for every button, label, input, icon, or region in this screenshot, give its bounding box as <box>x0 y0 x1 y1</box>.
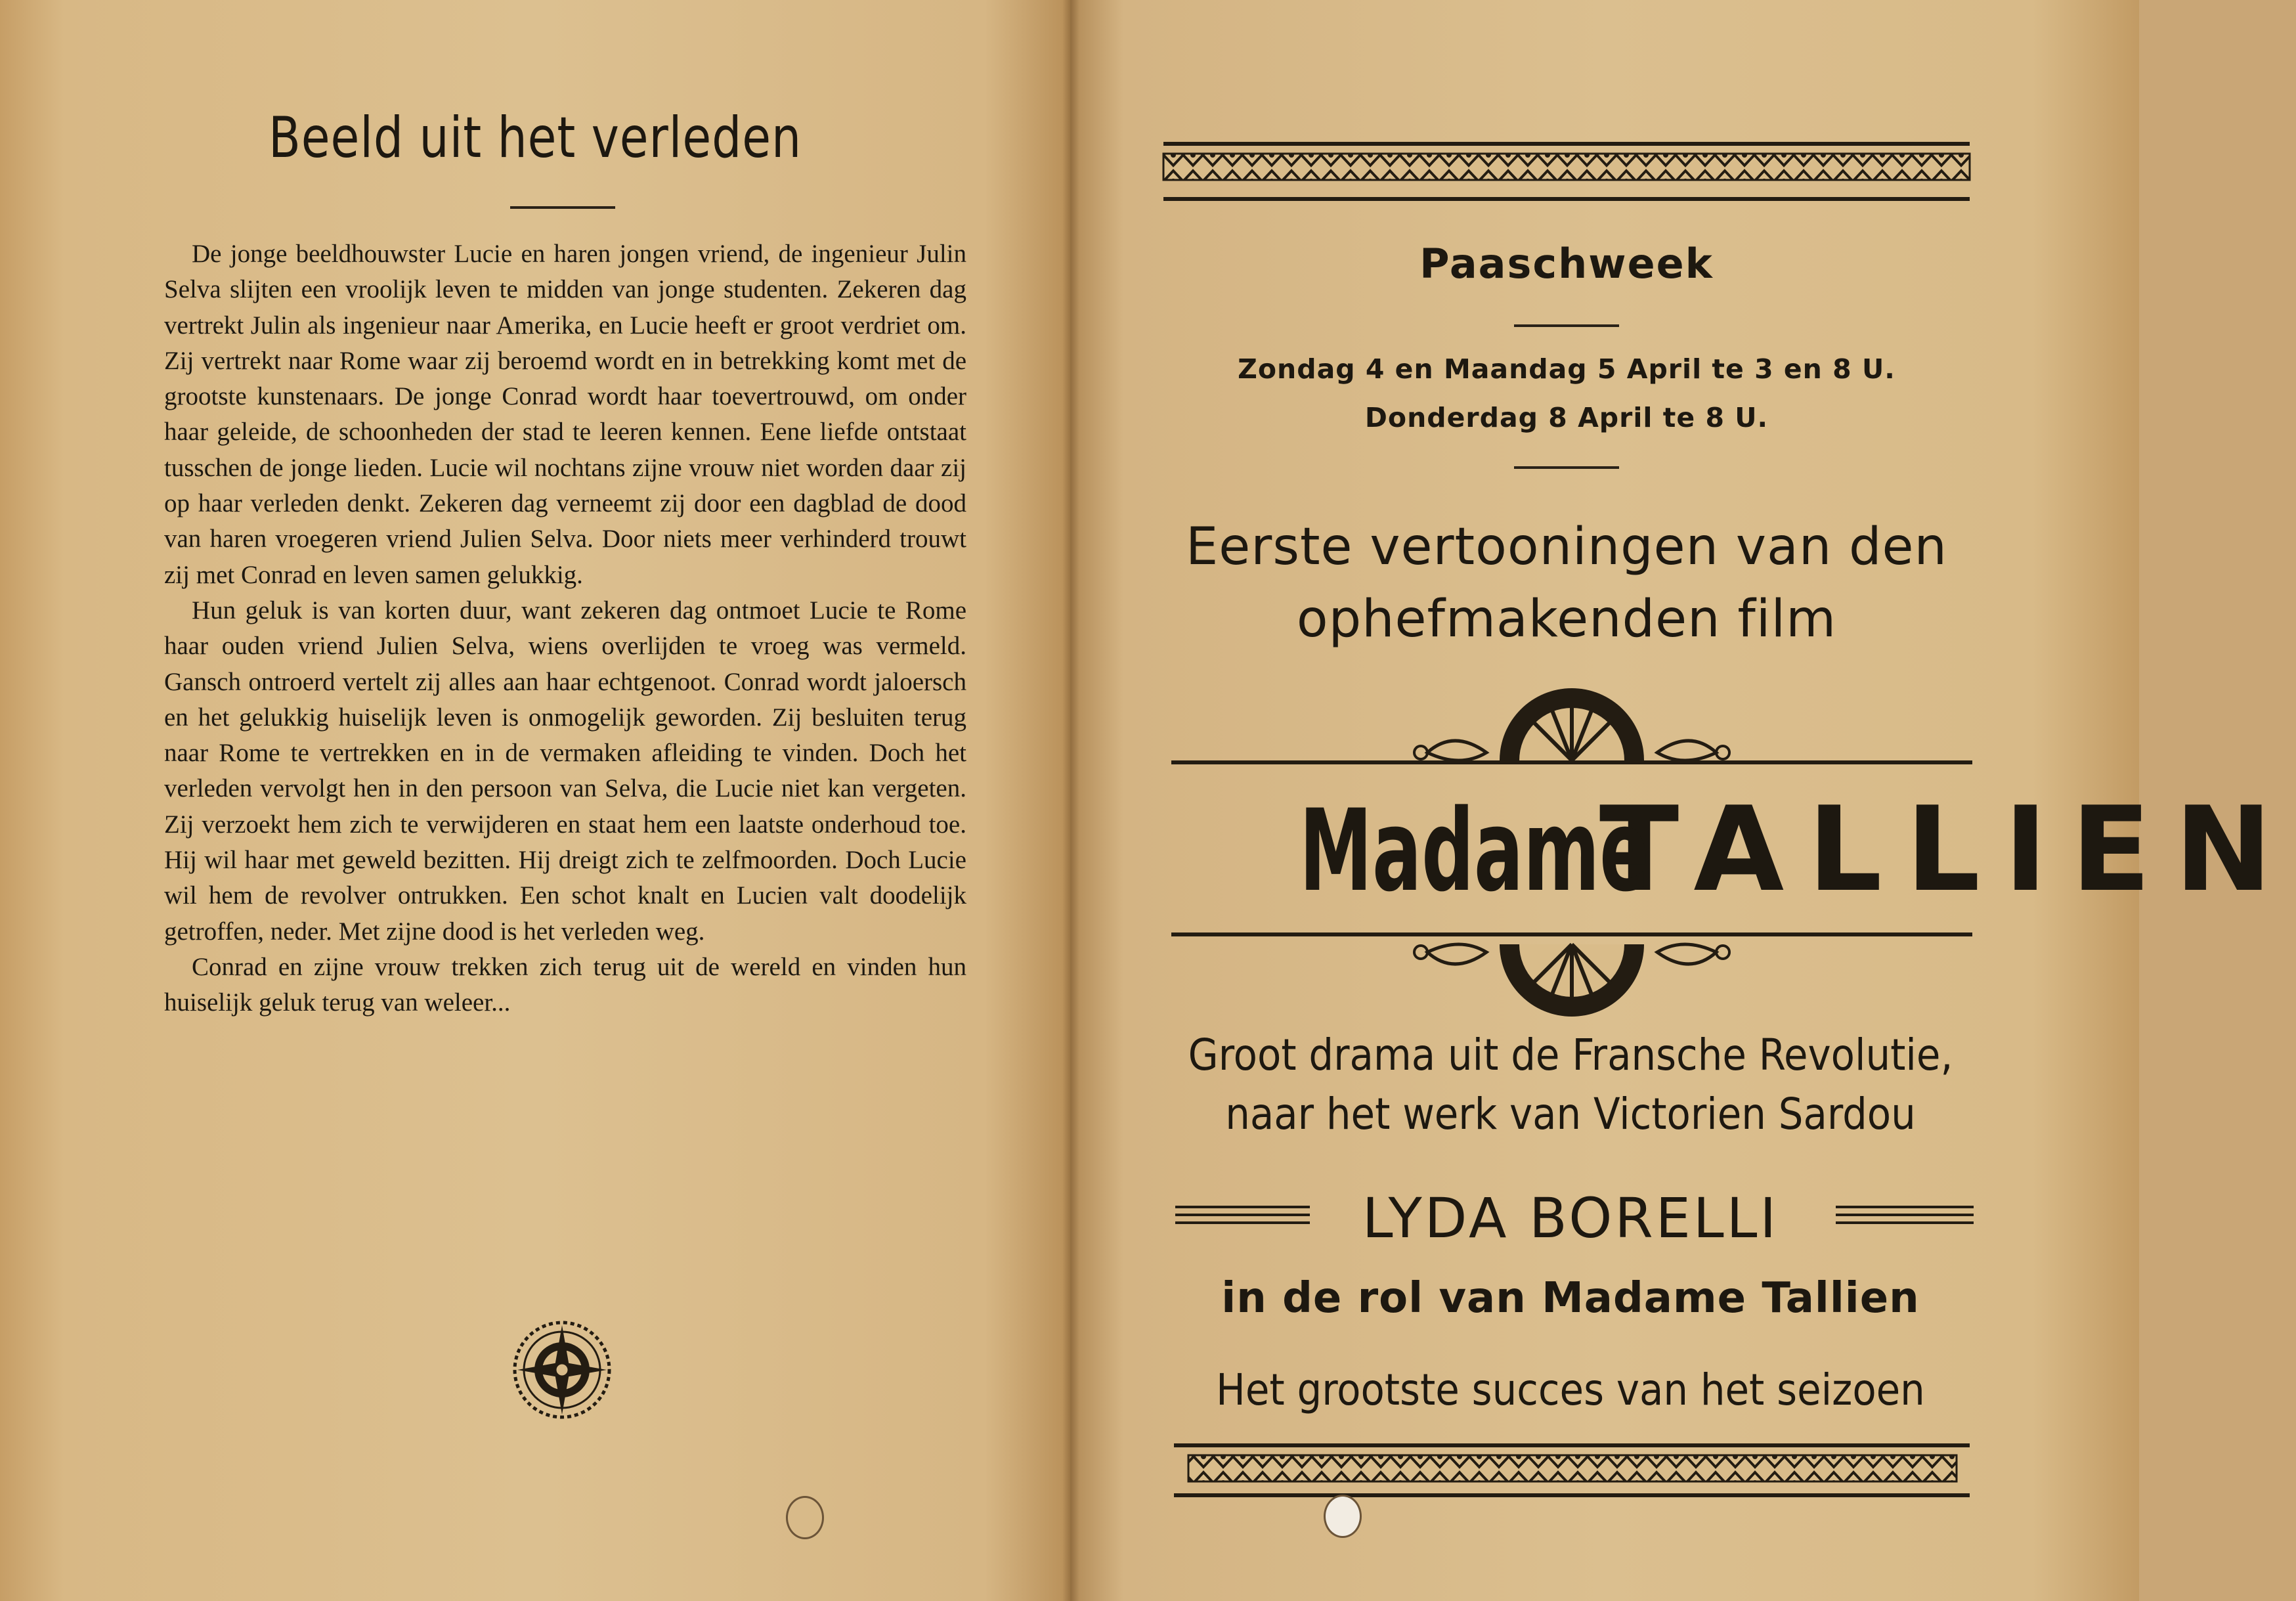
synopsis-text <box>164 236 966 1021</box>
star-rule-right <box>1836 1206 1974 1229</box>
left-page-title: Beeld uit het verleden <box>269 105 802 171</box>
tagline: Het grootste succes van het seizoen <box>1216 1365 1925 1415</box>
synopsis-paragraph-3: Conrad en zijne vrouw trekken zich terug uit de wereld en vinden hun huiselijk geluk terug van weleer... <box>164 952 966 1017</box>
page-gutter <box>1062 0 1079 1601</box>
film-title-tallien: TALLIEN <box>1599 781 2296 917</box>
description-line-2: naar het werk van Victorien Sardou <box>1225 1089 1916 1139</box>
schedule-line-2: Donderdag 8 April te 8 U. <box>1364 402 1769 433</box>
star-rule-left <box>1175 1206 1310 1229</box>
film-title-madame: Madame <box>1299 785 1649 917</box>
week-divider <box>1514 324 1619 327</box>
fan-ornament-bottom <box>1171 929 1972 1014</box>
week-heading: Paaschweek <box>1419 240 1714 288</box>
top-decorative-border <box>1163 142 1970 202</box>
star-name: LYDA BORELLI <box>1362 1186 1779 1250</box>
title-underline <box>510 206 615 209</box>
role-line: in de rol van Madame Tallien <box>1221 1274 1920 1323</box>
schedule-divider <box>1514 466 1619 469</box>
description-line-1: Groot drama uit de Fransche Revolutie, <box>1188 1030 1953 1080</box>
intro-line-1: Eerste vertooningen van den <box>1186 517 1947 577</box>
synopsis-paragraph-1: De jonge beeldhouwster Lucie en haren jongen vriend, de ingenieur Julin Selva slijten een vroolijk leven te midden van jonge studenten. Zekeren dag vertrekt Julin als ingenieur naar Amerika, en Lucie heeft er groot verdriet om. Zij vertrekt naar Rome waar zij beroemd wordt en in betrekking komt met de grootste kunstenaars. De jonge Conrad wordt haar toevertrouwd, om onder haar geleide, de schoonheden der stad te leeren kennen. Eene liefde ontstaat tusschen de jonge lieden. Lucie wil nochtans zijne vrouw niet worden daar zij op haar verleden denkt. Zekeren dag verneemt zij door een dagblad de dood van haren vroegeren vriend Julien Selva. Door niets meer verhinderd trouwt zij met Conrad en leven samen gelukkig. <box>164 240 966 589</box>
intro-line-2: ophefmakenden film <box>1296 590 1837 649</box>
synopsis-paragraph-2: Hun geluk is van korten duur, want zekeren dag ontmoet Lucie te Rome haar ouden vriend Julien Selva, wiens overlijden te vroeg was vermeld. Gansch ontroerd vertelt zij alles aan haar echtgenoot. Conrad wordt jaloersch en het gelukkig huiselijk leven is onmogelijk geworden. Zij besluiten terug naar Rome te vertrekken en in de vermaken afleiding te vinden. Doch het verleden vervolgt hen in den persoon van Selva, die Lucie niet kan vergeten. Zij verzoekt hem zich te verwijderen en staat hem een laatste onderhoud toe. Hij wil haar met geweld bezitten. Hij dreigt zich te zelfmoorden. Doch Lucie wil hem de revolver ontrukken. Een schot knalt en Lucien valt doodelijk getroffen, neder. Met zijne dood is het verleden weg. <box>164 596 966 946</box>
schedule-line-1: Zondag 4 en Maandag 5 April te 3 en 8 U. <box>1238 353 1895 385</box>
bottom-decorative-border <box>1174 1443 1970 1499</box>
binding-hole-left <box>786 1496 824 1539</box>
fan-ornament-top <box>1171 690 1972 768</box>
binding-hole-right <box>1324 1495 1362 1538</box>
film-title <box>1163 781 2296 917</box>
compass-rose-ornament <box>509 1317 615 1422</box>
